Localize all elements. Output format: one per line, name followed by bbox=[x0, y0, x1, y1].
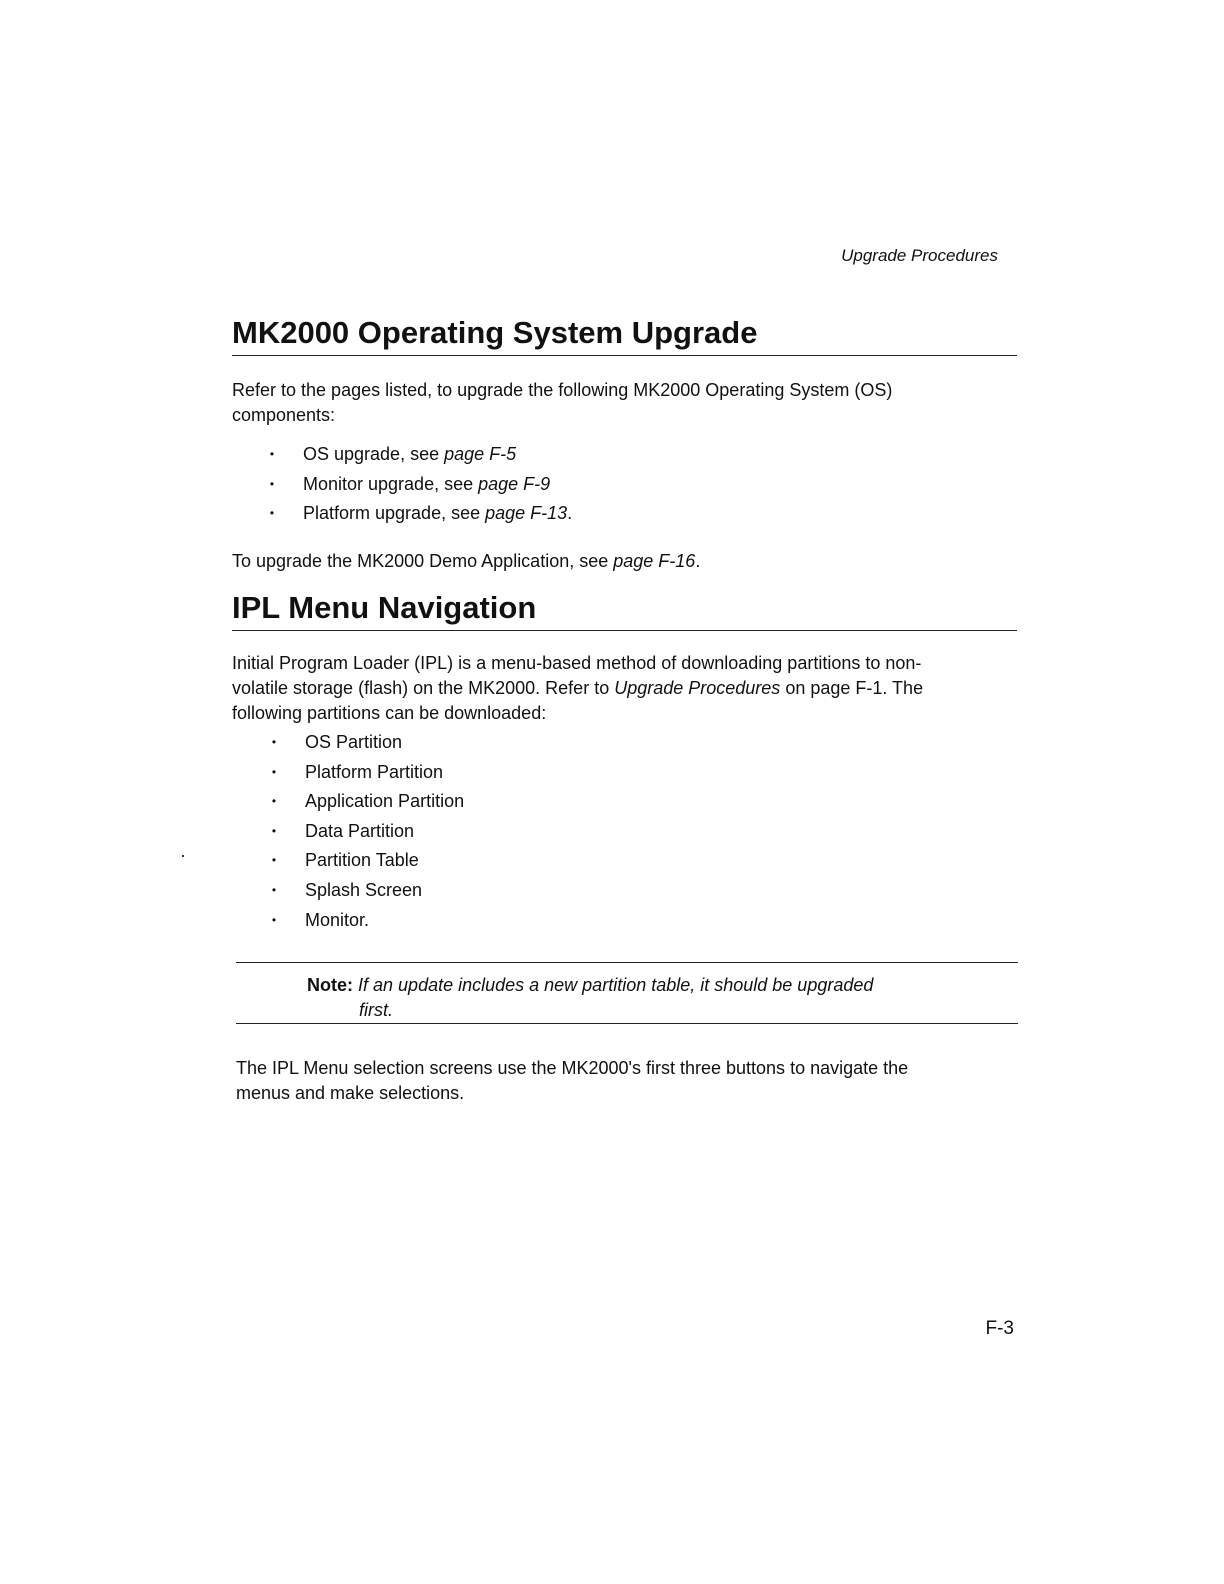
running-head: Upgrade Procedures bbox=[841, 246, 998, 265]
upgrade-list bbox=[269, 440, 573, 529]
list-item bbox=[271, 906, 464, 936]
page-reference-link[interactable]: page F-16 bbox=[613, 551, 696, 571]
intro-paragraph bbox=[232, 378, 892, 428]
demo-application-line bbox=[232, 549, 700, 574]
partition-list bbox=[271, 728, 465, 935]
section-title-os-upgrade: MK2000 Operating System Upgrade bbox=[232, 315, 758, 350]
section-title-rule bbox=[232, 355, 1017, 356]
ipl-text: volatile storage (flash) on the MK2000. Refer to bbox=[232, 678, 615, 698]
note-line bbox=[307, 973, 873, 998]
list-item bbox=[271, 758, 464, 788]
bullet-icon: • bbox=[271, 764, 277, 779]
ipl-line: following partitions can be downloaded: bbox=[232, 703, 547, 723]
intro-line: components: bbox=[232, 405, 336, 425]
list-item bbox=[271, 876, 464, 906]
closing-paragraph bbox=[236, 1056, 908, 1106]
ipl-text: on page F-1. The bbox=[780, 678, 924, 698]
list-item-text: Platform upgrade, see bbox=[303, 503, 486, 524]
demo-text: To upgrade the MK2000 Demo Application, see bbox=[232, 551, 614, 571]
note-bottom-rule bbox=[236, 1023, 1018, 1024]
list-item-text: OS upgrade, see bbox=[303, 444, 445, 464]
closing-line: The IPL Menu selection screens use the MK2000's first three buttons to navigate the bbox=[236, 1058, 909, 1078]
list-item bbox=[271, 846, 464, 876]
bullet-icon: • bbox=[271, 735, 277, 749]
note-label: Note: bbox=[307, 975, 353, 995]
bullet-icon: • bbox=[269, 506, 275, 521]
note-top-rule bbox=[236, 962, 1018, 963]
intro-line: Refer to the pages listed, to upgrade the following MK2000 Operating System (OS) bbox=[232, 380, 893, 400]
partition-name: OS Partition bbox=[305, 732, 403, 752]
demo-tail: . bbox=[695, 551, 701, 571]
list-item-tail: . bbox=[567, 503, 573, 524]
partition-name: Application Partition bbox=[305, 791, 465, 812]
note-box bbox=[307, 973, 873, 1023]
closing-line: menus and make selections. bbox=[236, 1083, 465, 1103]
bullet-icon: • bbox=[269, 476, 275, 491]
upgrade-procedures-link[interactable]: Upgrade Procedures bbox=[614, 678, 781, 698]
page-number: F-3 bbox=[985, 1318, 1014, 1339]
section-title-ipl-menu: IPL Menu Navigation bbox=[232, 590, 537, 625]
bullet-icon: • bbox=[271, 882, 277, 897]
list-item-text: Monitor upgrade, see bbox=[303, 473, 479, 494]
bullet-icon: • bbox=[271, 794, 277, 809]
page-reference-link[interactable]: page F-13 bbox=[485, 503, 568, 524]
bullet-icon: • bbox=[271, 823, 277, 838]
list-item bbox=[269, 499, 573, 529]
page-reference-link[interactable]: page F-5 bbox=[444, 444, 517, 464]
list-item bbox=[271, 817, 464, 847]
note-text: If an update includes a new partition table, it should be upgraded bbox=[358, 975, 874, 995]
partition-name: Partition Table bbox=[305, 850, 419, 871]
section-title-rule bbox=[232, 630, 1017, 631]
list-item bbox=[271, 787, 465, 817]
partition-name: Splash Screen bbox=[305, 879, 423, 900]
partition-name: Platform Partition bbox=[305, 761, 444, 782]
list-item bbox=[271, 728, 464, 758]
partition-name: Data Partition bbox=[305, 820, 415, 841]
partition-name: Monitor. bbox=[305, 909, 370, 930]
scan-speck bbox=[182, 855, 184, 857]
list-item bbox=[269, 440, 572, 470]
page-reference-link[interactable]: page F-9 bbox=[478, 473, 551, 494]
list-item bbox=[269, 470, 572, 500]
ipl-line: Initial Program Loader (IPL) is a menu-based method of downloading partitions to non- bbox=[232, 653, 922, 673]
note-line: first. bbox=[359, 1000, 393, 1020]
bullet-icon: • bbox=[269, 447, 275, 461]
ipl-paragraph bbox=[232, 651, 923, 726]
bullet-icon: • bbox=[271, 912, 277, 927]
ipl-line bbox=[232, 676, 923, 701]
bullet-icon: • bbox=[271, 853, 277, 868]
